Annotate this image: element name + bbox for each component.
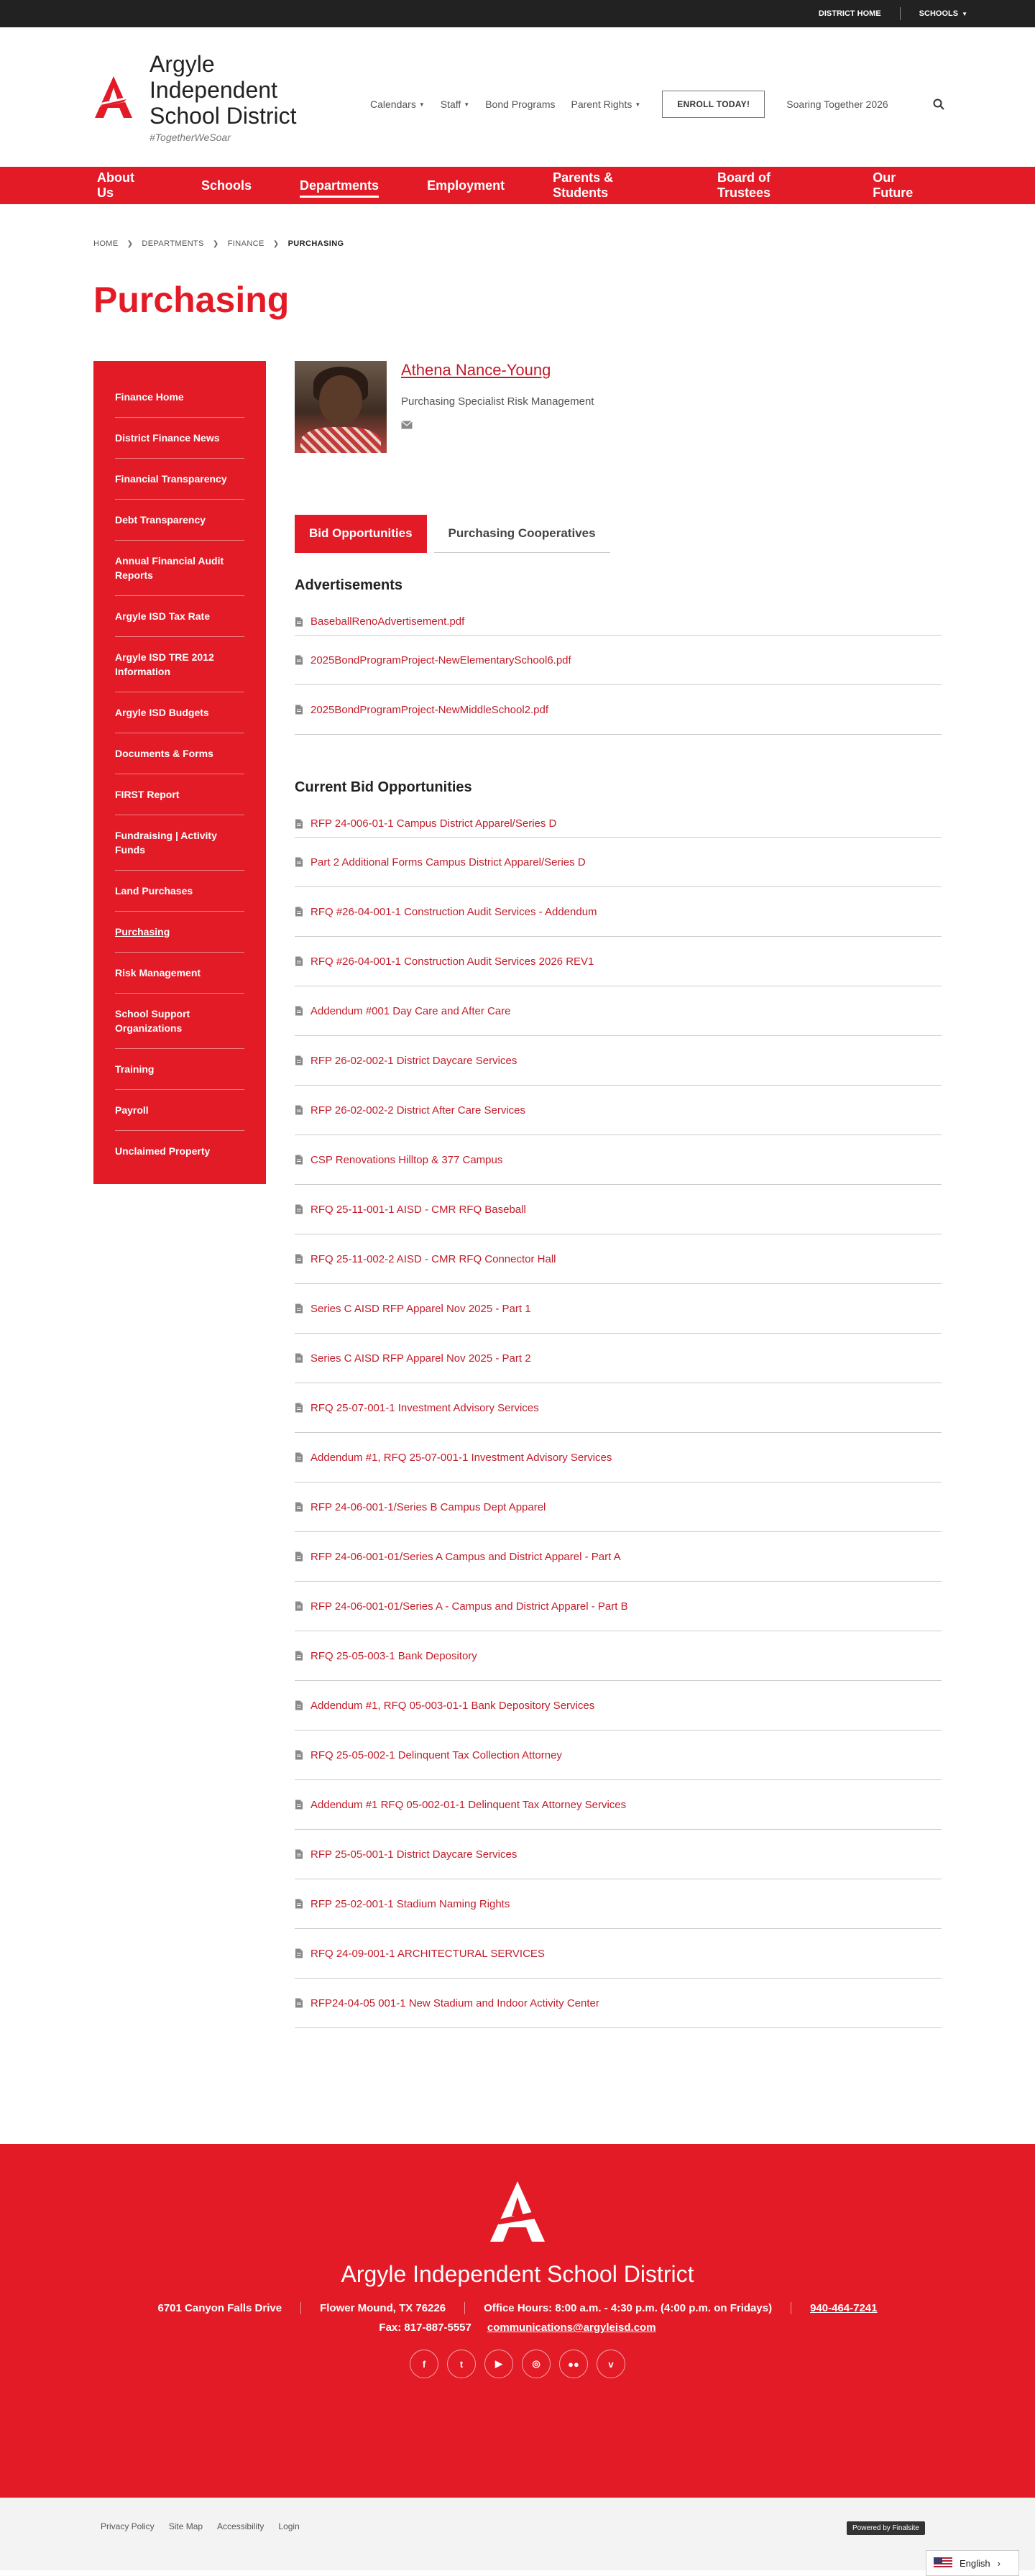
nav-board-of-trustees[interactable]: Board of Trustees [717,170,771,200]
mail-icon[interactable] [401,421,413,429]
district-name-block[interactable] [150,51,336,143]
document-link[interactable] [295,1631,942,1681]
bottom-bar [0,2498,1035,2570]
district-logo-icon [487,2178,548,2245]
sidebar-item-unclaimed-property[interactable]: Unclaimed Property [115,1145,211,1157]
document-link[interactable] [295,810,942,838]
document-link-label: Addendum #1, RFQ 05-003-01-1 Bank Depository Services [310,1699,595,1712]
footer-district-name: Argyle Independent School District [341,2261,694,2287]
nav-schools[interactable]: Schools [201,178,252,193]
document-link-label: RFQ 24-09-001-1 ARCHITECTURAL SERVICES [310,1947,545,1960]
document-icon [295,1998,303,2008]
bond-programs-link[interactable] [485,98,555,110]
document-link-label: RFP 25-05-001-1 District Daycare Services [310,1848,518,1861]
district-name: Argyle Independent School District [150,51,297,129]
header-nav [370,91,944,118]
document-icon [295,956,303,966]
document-link[interactable] [295,1383,942,1433]
document-link-label: BaseballRenoAdvertisement.pdf [310,615,465,628]
site-footer [0,2144,1035,2498]
facebook-icon[interactable]: f [410,2350,438,2378]
document-icon [295,1899,303,1909]
document-icon [295,617,303,627]
document-icon [295,1849,303,1859]
document-link-label: RFQ 25-05-002-1 Delinquent Tax Collection Attorney [310,1748,562,1761]
current-bids-list [295,810,942,2028]
footer-contact-secondary [0,2321,1035,2334]
language-selector[interactable] [926,2550,1019,2576]
document-link-label: Part 2 Additional Forms Campus District Apparel/Series D [310,856,586,868]
soaring-together-link[interactable]: Soaring Together 2026 [786,98,888,110]
document-icon [295,1403,303,1413]
current-bids-heading: Current Bid Opportunities [295,779,472,795]
sidebar-item-finance-home[interactable]: Finance Home [115,377,244,418]
staff-label: Staff [440,98,461,110]
document-link[interactable] [295,937,942,986]
document-link-label: RFQ 25-07-001-1 Investment Advisory Services [310,1401,539,1414]
document-link-label: 2025BondProgramProject-NewElementarySchool6.pdf [310,654,571,666]
sidebar-item-district-finance-news[interactable]: District Finance News [115,418,244,459]
document-link-label: Addendum #1 RFQ 05-002-01-1 Delinquent Tax Attorney Services [310,1798,627,1811]
document-link-label: RFP 24-06-001-01/Series A Campus and District Apparel - Part A [310,1550,621,1563]
document-link-label: 2025BondProgramProject-NewMiddleSchool2.pdf [310,703,549,716]
document-link[interactable] [295,1532,942,1582]
document-link-label: Series C AISD RFP Apparel Nov 2025 - Part 2 [310,1352,531,1365]
sidebar-item-tax-rate[interactable]: Argyle ISD Tax Rate [115,596,244,637]
document-link-label: CSP Renovations Hilltop & 377 Campus [310,1153,503,1166]
document-icon [295,1105,303,1115]
sidebar-item-risk-management[interactable]: Risk Management [115,953,244,994]
document-link-label: RFQ 25-11-002-2 AISD - CMR RFQ Connector Hall [310,1252,556,1265]
sidebar-item-financial-transparency[interactable]: Financial Transparency [115,459,244,500]
document-link-label: RFP24-04-05 001-1 New Stadium and Indoor Activity Center [310,1997,599,2009]
document-icon [295,705,303,715]
document-link[interactable] [295,1185,942,1234]
document-link[interactable] [295,1731,942,1780]
instagram-icon[interactable]: ◎ [522,2350,551,2378]
footer-hours: Office Hours: 8:00 a.m. - 4:30 p.m. (4:00 p.m. on Fridays) [465,2302,791,2314]
sidebar-item-payroll[interactable]: Payroll [115,1090,244,1131]
parent-rights-menu[interactable] [571,98,641,110]
document-icon [295,1055,303,1065]
sidebar-item-fundraising[interactable]: Fundraising | Activity Funds [115,815,244,871]
footer-address: 6701 Canyon Falls Drive [139,2302,302,2314]
document-link[interactable] [295,1780,942,1830]
staff-name-link[interactable]: Athena Nance-Young [401,361,551,379]
district-logo-icon[interactable] [93,75,134,119]
chevron-down-icon: ▼ [464,101,470,108]
breadcrumb-finance[interactable]: FINANCE [227,239,264,248]
tab-bid-opportunities[interactable]: Bid Opportunities [295,515,427,553]
document-link-label: Series C AISD RFP Apparel Nov 2025 - Part 1 [310,1302,531,1315]
document-icon [295,1551,303,1562]
breadcrumb-departments[interactable]: DEPARTMENTS [142,239,204,248]
district-home-link[interactable] [800,9,900,18]
schools-dropdown[interactable] [901,9,986,18]
document-link[interactable] [295,1582,942,1631]
sidebar-item-annual-audit-reports[interactable]: Annual Financial Audit Reports [115,541,244,596]
staff-card [295,361,942,454]
document-link[interactable] [295,1334,942,1383]
document-link[interactable] [295,1830,942,1879]
sidebar-item-purchasing[interactable]: Purchasing [115,912,244,953]
document-icon [295,1254,303,1264]
parent-rights-label: Parent Rights [571,98,632,110]
document-link[interactable] [295,1135,942,1185]
bid-tabs [295,515,942,553]
bottom-links [101,2521,300,2531]
social-links [0,2350,1035,2378]
document-icon [295,1006,303,1016]
document-link-label: RFQ 25-05-003-1 Bank Depository [310,1649,477,1662]
breadcrumb-current: PURCHASING [288,239,344,248]
section-sidebar [93,361,266,1184]
document-link[interactable] [295,1979,942,2028]
document-link[interactable] [295,1433,942,1482]
enroll-today-button[interactable]: ENROLL TODAY! [662,91,765,118]
chevron-right-icon: ❯ [126,239,134,248]
document-icon [295,1700,303,1710]
main-content [295,361,942,2028]
document-icon [295,1502,303,1512]
document-link-label: RFQ 25-11-001-1 AISD - CMR RFQ Baseball [310,1203,526,1216]
schools-label: SCHOOLS [919,9,959,18]
nav-employment[interactable]: Employment [427,178,505,193]
sidebar-item-tre-2012[interactable]: Argyle ISD TRE 2012 Information [115,637,244,692]
document-icon [295,1155,303,1165]
main-nav [0,167,1035,204]
footer-email-link[interactable]: communications@argyleisd.com [487,2321,656,2334]
document-link-label: RFP 26-02-002-1 District Daycare Services [310,1054,518,1067]
document-link[interactable] [295,1929,942,1979]
document-icon [295,1204,303,1214]
staff-photo [295,361,387,453]
twitter-icon[interactable]: t [447,2350,476,2378]
document-icon [295,907,303,917]
chevron-right-icon: ❯ [272,239,280,248]
document-icon [295,1303,303,1314]
document-icon [295,655,303,665]
chevron-right-icon: ❯ [212,239,219,248]
document-link-label: Addendum #001 Day Care and After Care [310,1004,511,1017]
vimeo-icon[interactable]: v [597,2350,625,2378]
page-title: Purchasing [93,280,290,320]
document-link[interactable] [295,1482,942,1532]
document-icon [295,1601,303,1611]
sidebar-item-debt-transparency[interactable]: Debt Transparency [115,500,244,541]
document-link[interactable] [295,685,942,735]
language-label: English [960,2557,990,2569]
footer-city: Flower Mound, TX 76226 [301,2302,465,2314]
advertisements-heading: Advertisements [295,577,403,593]
bond-programs-label: Bond Programs [485,98,556,110]
powered-by-badge[interactable]: Powered by Finalsite [847,2521,925,2535]
district-tagline: #TogetherWeSoar [150,132,231,143]
nav-parents-students[interactable]: Parents & Students [553,170,614,200]
chevron-down-icon: ▼ [418,101,425,108]
document-link-label: RFQ #26-04-001-1 Construction Audit Services 2026 REV1 [310,955,594,968]
document-icon [295,1353,303,1363]
document-link[interactable] [295,887,942,937]
document-link[interactable] [295,1086,942,1135]
chevron-right-icon: › [997,2557,1000,2569]
document-link[interactable] [295,1879,942,1929]
sidebar-item-documents-forms[interactable]: Documents & Forms [115,733,244,774]
breadcrumb-home[interactable]: HOME [93,239,119,248]
us-flag-icon [934,2557,952,2569]
calendars-label: Calendars [370,98,416,110]
footer-fax: Fax: 817-887-5557 [379,2321,472,2334]
document-icon [295,1651,303,1661]
utility-bar [0,0,1035,27]
tab-purchasing-cooperatives[interactable]: Purchasing Cooperatives [434,515,610,553]
document-link-label: RFP 24-006-01-1 Campus District Apparel/Series D [310,817,557,830]
document-link-label: RFP 24-06-001-01/Series A - Campus and District Apparel - Part B [310,1600,628,1613]
document-link[interactable] [295,986,942,1036]
youtube-icon[interactable]: ▶ [484,2350,513,2378]
sidebar-item-land-purchases[interactable]: Land Purchases [115,871,244,912]
document-link[interactable] [295,838,942,887]
document-icon [295,1800,303,1810]
document-icon [295,1750,303,1760]
nav-departments[interactable]: Departments [300,168,379,203]
document-link-label: Addendum #1, RFQ 25-07-001-1 Investment Advisory Services [310,1451,612,1464]
calendars-menu[interactable] [370,98,425,110]
document-link-label: RFP 26-02-002-2 District After Care Services [310,1104,525,1117]
advertisements-list [295,608,942,735]
document-link[interactable] [295,1234,942,1284]
nav-about-us[interactable]: About Us [97,170,134,200]
sidebar-item-first-report[interactable]: FIRST Report [115,774,244,815]
breadcrumb [93,239,344,248]
accessibility-link[interactable]: Accessibility [217,2521,264,2531]
sidebar-item-budgets[interactable]: Argyle ISD Budgets [115,692,244,733]
document-link[interactable] [295,1681,942,1731]
document-link[interactable] [295,636,942,685]
footer-contact [0,2302,1035,2314]
flickr-icon[interactable]: ●● [559,2350,588,2378]
site-map-link[interactable]: Site Map [168,2521,203,2531]
staff-menu[interactable] [441,98,469,110]
chevron-down-icon: ▼ [635,101,641,108]
document-icon [295,1948,303,1958]
staff-role: Purchasing Specialist Risk Management [401,395,594,408]
document-icon [295,1452,303,1462]
district-home-label: DISTRICT HOME [818,9,881,18]
search-icon[interactable] [933,98,944,110]
document-icon [295,857,303,867]
sidebar-item-training[interactable]: Training [115,1049,244,1090]
nav-our-future[interactable]: Our Future [873,170,914,200]
document-link-label: RFP 25-02-001-1 Stadium Naming Rights [310,1897,510,1910]
document-link-label: RFP 24-06-001-1/Series B Campus Dept Apparel [310,1500,546,1513]
document-link[interactable] [295,1284,942,1334]
site-header [0,27,1035,167]
privacy-policy-link[interactable]: Privacy Policy [101,2521,155,2531]
document-icon [295,819,303,829]
sidebar-item-school-support-orgs[interactable]: School Support Organizations [115,994,244,1049]
document-link[interactable] [295,608,942,636]
footer-phone-link[interactable]: 940-464-7241 [810,2302,878,2314]
chevron-down-icon: ▼ [962,10,967,17]
login-link[interactable]: Login [278,2521,300,2531]
document-link[interactable] [295,1036,942,1086]
document-link-label: RFQ #26-04-001-1 Construction Audit Services - Addendum [310,905,597,918]
